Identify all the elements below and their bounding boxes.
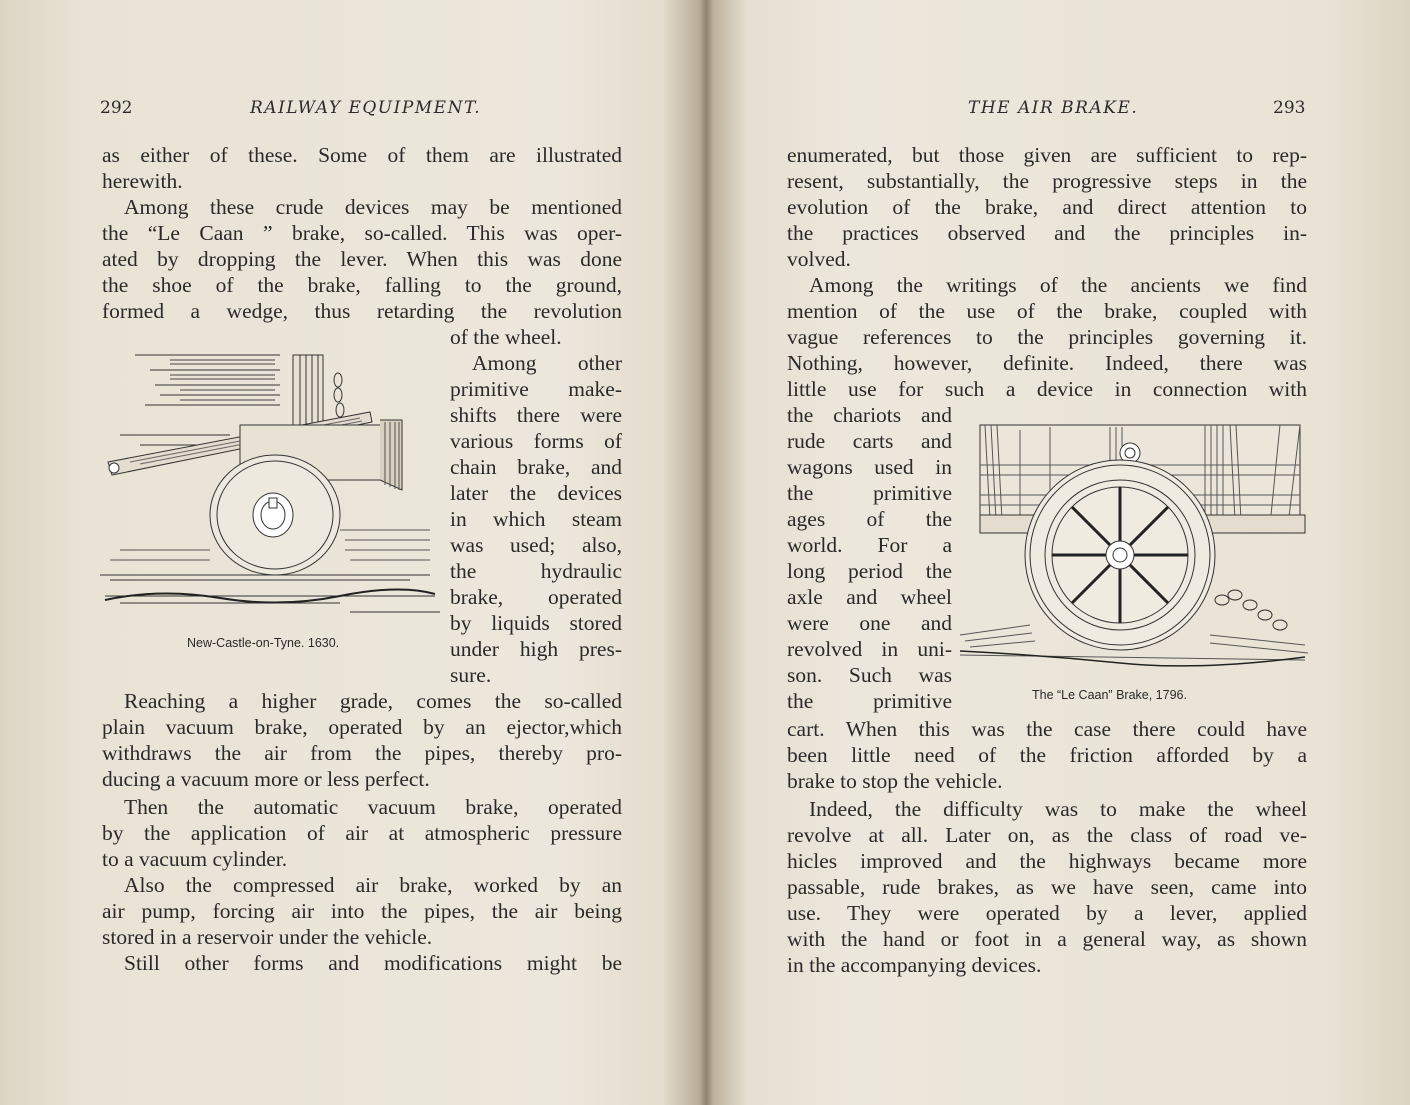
text-line: the primitive bbox=[787, 689, 952, 713]
text-line: Also the compressed air brake, worked by an bbox=[124, 873, 622, 897]
text-line: Indeed, the difficulty was to make the wheel bbox=[809, 797, 1307, 821]
text-line: air pump, forcing air into the pipes, the air being bbox=[102, 899, 622, 923]
text-line: long period the bbox=[787, 559, 952, 583]
text-line: son. Such was bbox=[787, 663, 952, 687]
text-line: passable, rude brakes, as we have seen, came into bbox=[787, 875, 1307, 899]
text-line: Still other forms and modifications might be bbox=[124, 951, 622, 975]
text-line: under high pres- bbox=[450, 637, 622, 661]
text-line: in the accompanying devices. bbox=[787, 953, 1042, 977]
text-line: Among these crude devices may be mentioned bbox=[124, 195, 622, 219]
text-line: use. They were operated by a lever, applied bbox=[787, 901, 1307, 925]
text-line: of the wheel. bbox=[450, 325, 562, 349]
le-caan-brake-illustration bbox=[960, 415, 1310, 675]
text-line: little use for such a device in connection with bbox=[787, 377, 1307, 401]
text-line: shifts there were bbox=[450, 403, 622, 427]
text-line: in which steam bbox=[450, 507, 622, 531]
text-line: mention of the use of the brake, coupled with bbox=[787, 299, 1307, 323]
figure-caption: The “Le Caan” Brake, 1796. bbox=[1032, 688, 1187, 702]
newcastle-brake-illustration bbox=[100, 350, 440, 630]
text-line: hicles improved and the highways became more bbox=[787, 849, 1307, 873]
text-line: to a vacuum cylinder. bbox=[102, 847, 288, 871]
text-line: by the application of air at atmospheric pressure bbox=[102, 821, 622, 845]
text-line: the “Le Caan ” brake, so-called. This was oper- bbox=[102, 221, 622, 245]
text-line: wagons used in bbox=[787, 455, 952, 479]
text-line: brake to stop the vehicle. bbox=[787, 769, 1003, 793]
text-line: was used; also, bbox=[450, 533, 622, 557]
text-line: by liquids stored bbox=[450, 611, 622, 635]
text-line: as either of these. Some of them are illustrated bbox=[102, 143, 622, 167]
text-line: the hydraulic bbox=[450, 559, 622, 583]
text-line: resent, substantially, the progressive steps in the bbox=[787, 169, 1307, 193]
text-line: axle and wheel bbox=[787, 585, 952, 609]
text-line: cart. When this was the case there could have bbox=[787, 717, 1307, 741]
text-line: revolve at all. Later on, as the class of road ve- bbox=[787, 823, 1307, 847]
right-page bbox=[705, 0, 1410, 1105]
text-line: ducing a vacuum more or less perfect. bbox=[102, 767, 430, 791]
text-line: Among other bbox=[472, 351, 622, 375]
text-line: formed a wedge, thus retarding the revolution bbox=[102, 299, 622, 323]
text-line: brake, operated bbox=[450, 585, 622, 609]
text-line: stored in a reservoir under the vehicle. bbox=[102, 925, 433, 949]
text-line: Then the automatic vacuum brake, operated bbox=[124, 795, 622, 819]
text-line: been little need of the friction afforded by a bbox=[787, 743, 1307, 767]
text-line: enumerated, but those given are sufficient to rep- bbox=[787, 143, 1307, 167]
text-line: Among the writings of the ancients we find bbox=[809, 273, 1307, 297]
text-line: with the hand or foot in a general way, as shown bbox=[787, 927, 1307, 951]
page-number: 293 bbox=[1273, 98, 1306, 118]
text-line: vague references to the principles governing it. bbox=[787, 325, 1307, 349]
text-line: herewith. bbox=[102, 169, 183, 193]
text-line: rude carts and bbox=[787, 429, 952, 453]
running-head: THE AIR BRAKE. bbox=[968, 98, 1139, 118]
figure-caption: New-Castle-on-Tyne. 1630. bbox=[187, 636, 340, 650]
text-line: later the devices bbox=[450, 481, 622, 505]
text-line: various forms of bbox=[450, 429, 622, 453]
text-line: volved. bbox=[787, 247, 851, 271]
text-line: ages of the bbox=[787, 507, 952, 531]
text-line: world. For a bbox=[787, 533, 952, 557]
text-line: plain vacuum brake, operated by an ejector,which bbox=[102, 715, 622, 739]
text-line: ated by dropping the lever. When this was done bbox=[102, 247, 622, 271]
text-line: evolution of the brake, and direct attention to bbox=[787, 195, 1307, 219]
text-line: were one and bbox=[787, 611, 952, 635]
text-line: Nothing, however, definite. Indeed, there was bbox=[787, 351, 1307, 375]
text-line: the shoe of the brake, falling to the ground, bbox=[102, 273, 622, 297]
text-line: revolved in uni- bbox=[787, 637, 952, 661]
text-line: the primitive bbox=[787, 481, 952, 505]
page-number: 292 bbox=[100, 98, 133, 118]
text-line: the chariots and bbox=[787, 403, 952, 427]
text-line: chain brake, and bbox=[450, 455, 622, 479]
text-line: the practices observed and the principles in- bbox=[787, 221, 1307, 245]
text-line: primitive make- bbox=[450, 377, 622, 401]
text-line: sure. bbox=[450, 663, 492, 687]
text-line: withdraws the air from the pipes, thereby pro- bbox=[102, 741, 622, 765]
text-line: Reaching a higher grade, comes the so-called bbox=[124, 689, 622, 713]
running-head: RAILWAY EQUIPMENT. bbox=[250, 98, 482, 118]
